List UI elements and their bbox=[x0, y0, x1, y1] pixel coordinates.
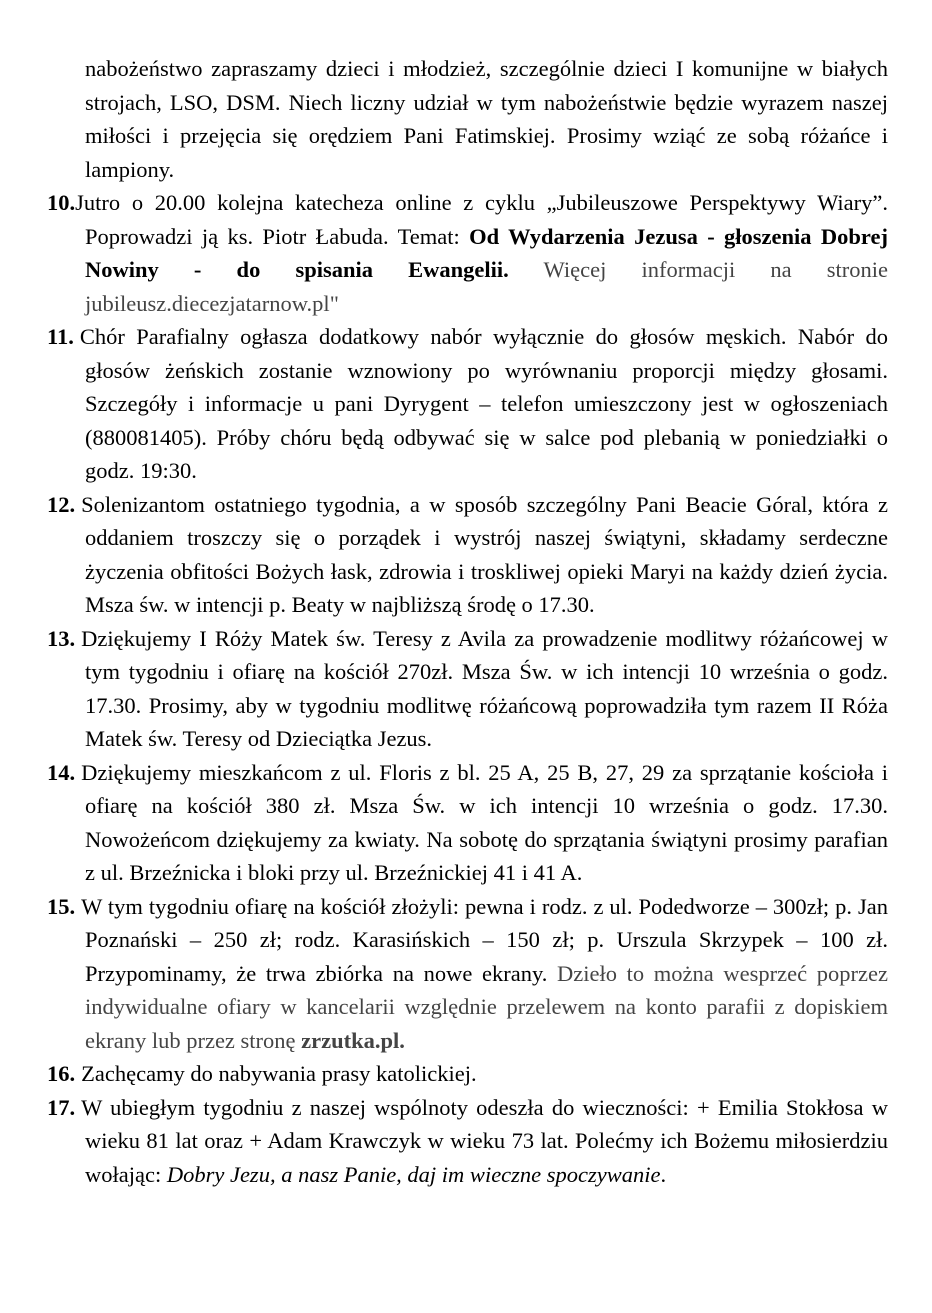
item-15-number: 15. bbox=[47, 893, 76, 919]
continuation-text: nabożeństwo zapraszamy dzieci i młodzież, szczególnie dzieci I komunijne w białych strojach, LSO, DSM. Niech liczny udział w tym nabożeństwie będzie wyrazem naszej miłości i przejęcia się orędziem Pani Fatimskiej. Prosimy wziąć ze sobą różańce i lampiony. bbox=[85, 56, 888, 182]
item-12-text: Solenizantom ostatniego tygodnia, a w sposób szczególny Pani Beacie Góral, która z oddaniem troszczy się o porządek i wystrój naszej świątyni, składamy serdeczne życzenia obfitości Bożych łask, zdrowia i troskliwej opieki Maryi na każdy dzień życia. Msza św. w intencji p. Beaty w najbliższą środę o 17.30. bbox=[81, 491, 888, 617]
list-item-14 bbox=[47, 756, 888, 890]
item-17-end-text: . bbox=[660, 1161, 667, 1187]
item-14-text: Dziękujemy mieszkańcom z ul. Floris z bl. 25 A, 25 B, 27, 29 za sprzątanie kościoła i ofiarę na kościół 380 zł. Msza Św. w ich intencji 10 września o godz. 17.30. Nowożeńcom dziękujemy za kwiaty. Na sobotę do sprzątania świątyni prosimy parafian z ul. Brzeźnicka i bloki przy ul. Brzeźnickiej 41 i 41 A. bbox=[81, 759, 888, 885]
paragraph-continuation bbox=[85, 52, 888, 186]
list-item-16 bbox=[47, 1057, 888, 1091]
item-17-italic-text: Dobry Jezu, a nasz Panie, daj im wieczne spoczywanie bbox=[166, 1161, 661, 1187]
item-16-text: Zachęcamy do nabywania prasy katolickiej. bbox=[81, 1061, 477, 1086]
item-15-text: W tym tygodniu ofiarę na kościół złożyli: pewna i rodz. z ul. Podedworze – 300zł; p. Jan Poznański – 250 zł; rodz. Karasińskich – 150 zł; p. Urszula Skrzypek – 100 zł. Przypominamy, że trwa zbiórka na nowe ekrany. bbox=[81, 893, 888, 986]
item-13-number: 13. bbox=[47, 625, 76, 651]
item-16-number: 16. bbox=[47, 1061, 76, 1086]
item-10-number: 10. bbox=[47, 190, 76, 215]
item-12-number: 12. bbox=[47, 491, 76, 517]
item-14-number: 14. bbox=[47, 759, 76, 785]
item-10-muted-text: Więcej informacji na stronie jubileusz.diecezjatarnow.pl" bbox=[85, 257, 888, 316]
list-item-10 bbox=[47, 186, 888, 320]
item-15-muted-bold-text: zrzutka.pl. bbox=[301, 1027, 405, 1053]
item-11-text: Chór Parafialny ogłasza dodatkowy nabór wyłącznie do głosów męskich. Nabór do głosów żeńskich zostanie wznowiony po wyrównaniu proporcji między głosami. Szczegóły i informacje u pani Dyrygent – telefon umieszczony jest w ogłoszeniach (880081405). Próby chóru będą odbywać się w salce pod plebanią w poniedziałki o godz. 19:30. bbox=[79, 324, 888, 483]
item-17-text: W ubiegłym tygodniu z naszej wspólnoty odeszła do wieczności: + Emilia Stokłosa w wieku 81 lat oraz + Adam Krawczyk w wieku 73 lat. Polećmy ich Bożemu miłosierdziu wołając: bbox=[81, 1094, 888, 1187]
item-10-text: Jutro o 20.00 kolejna katecheza online z cyklu „Jubileuszowe Perspektywy Wiary”. Poprowadzi ją ks. Piotr Łabuda. Temat: bbox=[75, 190, 888, 249]
item-10-bold-text: Od Wydarzenia Jezusa - głoszenia Dobrej Nowiny - do spisania Ewangelii. bbox=[85, 223, 888, 282]
item-11-number: 11. bbox=[47, 324, 74, 349]
item-13-text: Dziękujemy I Róży Matek św. Teresy z Avila za prowadzenie modlitwy różańcowej w tym tygodniu i ofiarę na kościół 270zł. Msza Św. w ich intencji 10 września o godz. 17.30. Prosimy, aby w tygodniu modlitwę różańcową poprowadziła tym razem II Róża Matek św. Teresy od Dzieciątka Jezus. bbox=[81, 625, 888, 751]
list-item-12 bbox=[47, 488, 888, 622]
list-item-13 bbox=[47, 622, 888, 756]
item-15-muted-text: Dzieło to można wesprzeć poprzez indywidualne ofiary w kancelarii względnie przelewem na konto parafii z dopiskiem ekrany lub przez stronę bbox=[85, 960, 888, 1053]
list-item-17 bbox=[47, 1091, 888, 1192]
item-17-number: 17. bbox=[47, 1094, 76, 1120]
list-item-15 bbox=[47, 890, 888, 1058]
list-item-11 bbox=[47, 320, 888, 488]
